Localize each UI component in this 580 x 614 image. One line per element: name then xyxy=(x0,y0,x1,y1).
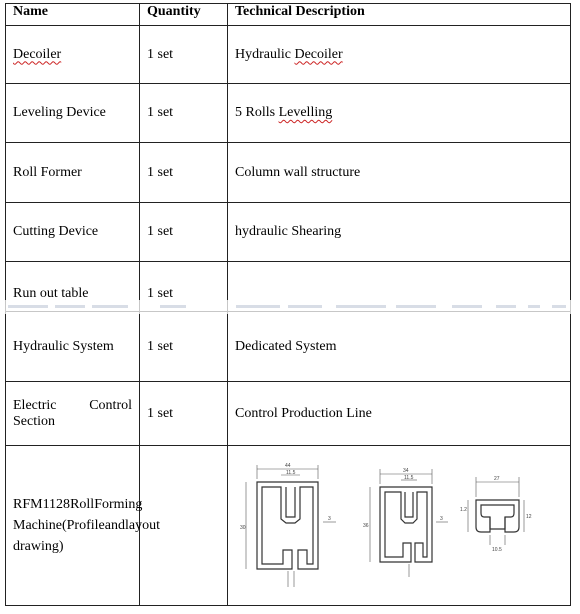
name-word: and xyxy=(104,518,125,533)
table-row xyxy=(6,312,571,382)
row-quantity: 1 set xyxy=(140,84,228,143)
table-row xyxy=(6,84,571,143)
name-word: RFM1128 xyxy=(13,497,71,512)
spell-word: Levelling xyxy=(278,105,333,120)
row-name: Decoiler xyxy=(13,46,62,62)
header-name: Name xyxy=(6,4,140,26)
row-quantity: 1 set xyxy=(140,203,228,262)
name-word: Section xyxy=(13,413,55,429)
row-description: Control Production Line xyxy=(228,382,571,446)
row-description xyxy=(228,262,571,312)
row-name: Run out table xyxy=(13,285,89,301)
dim-label: 11.5 xyxy=(286,469,296,476)
name-word: Roll xyxy=(70,497,95,512)
row-quantity: 1 set xyxy=(147,285,174,301)
dim-label: 11.5 xyxy=(404,474,414,481)
row-name xyxy=(6,382,140,446)
header-row xyxy=(6,4,571,26)
dim-label: 34 xyxy=(403,467,409,474)
name-word: drawing) xyxy=(13,539,64,554)
name-word: Electric xyxy=(13,397,57,413)
dim-label: 12 xyxy=(526,513,532,520)
dim-label: 30 xyxy=(240,524,246,531)
row-quantity: 1 set xyxy=(140,312,228,382)
profile-drawing-cell xyxy=(228,446,571,606)
table-row xyxy=(6,203,571,262)
row-quantity: 1 set xyxy=(140,382,228,446)
table-row xyxy=(6,143,571,203)
dim-label: 3 xyxy=(328,515,331,522)
row-description: 5 Rolls Levelling xyxy=(228,84,571,143)
table-row xyxy=(6,382,571,446)
dim-label: 36 xyxy=(363,522,369,529)
row-name: Cutting Device xyxy=(6,203,140,262)
row-quantity: 1 set xyxy=(140,143,228,203)
table-row xyxy=(6,446,571,606)
header-quantity: Quantity xyxy=(140,4,228,26)
table-row xyxy=(6,26,571,84)
spec-table xyxy=(5,3,571,606)
row-name: Hydraulic System xyxy=(6,312,140,382)
name-word: layout xyxy=(124,518,160,533)
row-name xyxy=(6,446,160,606)
name-word: Machine(Profile xyxy=(13,518,105,533)
dim-label: 3 xyxy=(440,515,443,522)
dim-label: 44 xyxy=(285,462,291,469)
header-description: Technical Description xyxy=(228,4,571,26)
row-description: hydraulic Shearing xyxy=(228,203,571,262)
row-description: Column wall structure xyxy=(228,143,571,203)
profile-drawings xyxy=(228,447,569,605)
profile-1-drawing xyxy=(246,462,336,587)
dim-label: 27 xyxy=(494,475,500,482)
dim-label: 10.5 xyxy=(492,546,502,553)
table-row xyxy=(6,262,571,312)
spell-word: Decoiler xyxy=(294,46,343,62)
row-name: Leveling Device xyxy=(6,84,140,143)
profile-2-drawing xyxy=(370,469,448,577)
row-name: Roll Former xyxy=(6,143,140,203)
row-description: Dedicated System xyxy=(228,312,571,382)
name-word: Control xyxy=(89,397,132,413)
row-description: Hydraulic Decoiler xyxy=(228,26,571,84)
row-quantity: 1 set xyxy=(140,26,228,84)
profile-3-drawing xyxy=(468,477,524,545)
name-word: Forming xyxy=(94,497,143,512)
dim-label: 1.2 xyxy=(460,506,467,513)
